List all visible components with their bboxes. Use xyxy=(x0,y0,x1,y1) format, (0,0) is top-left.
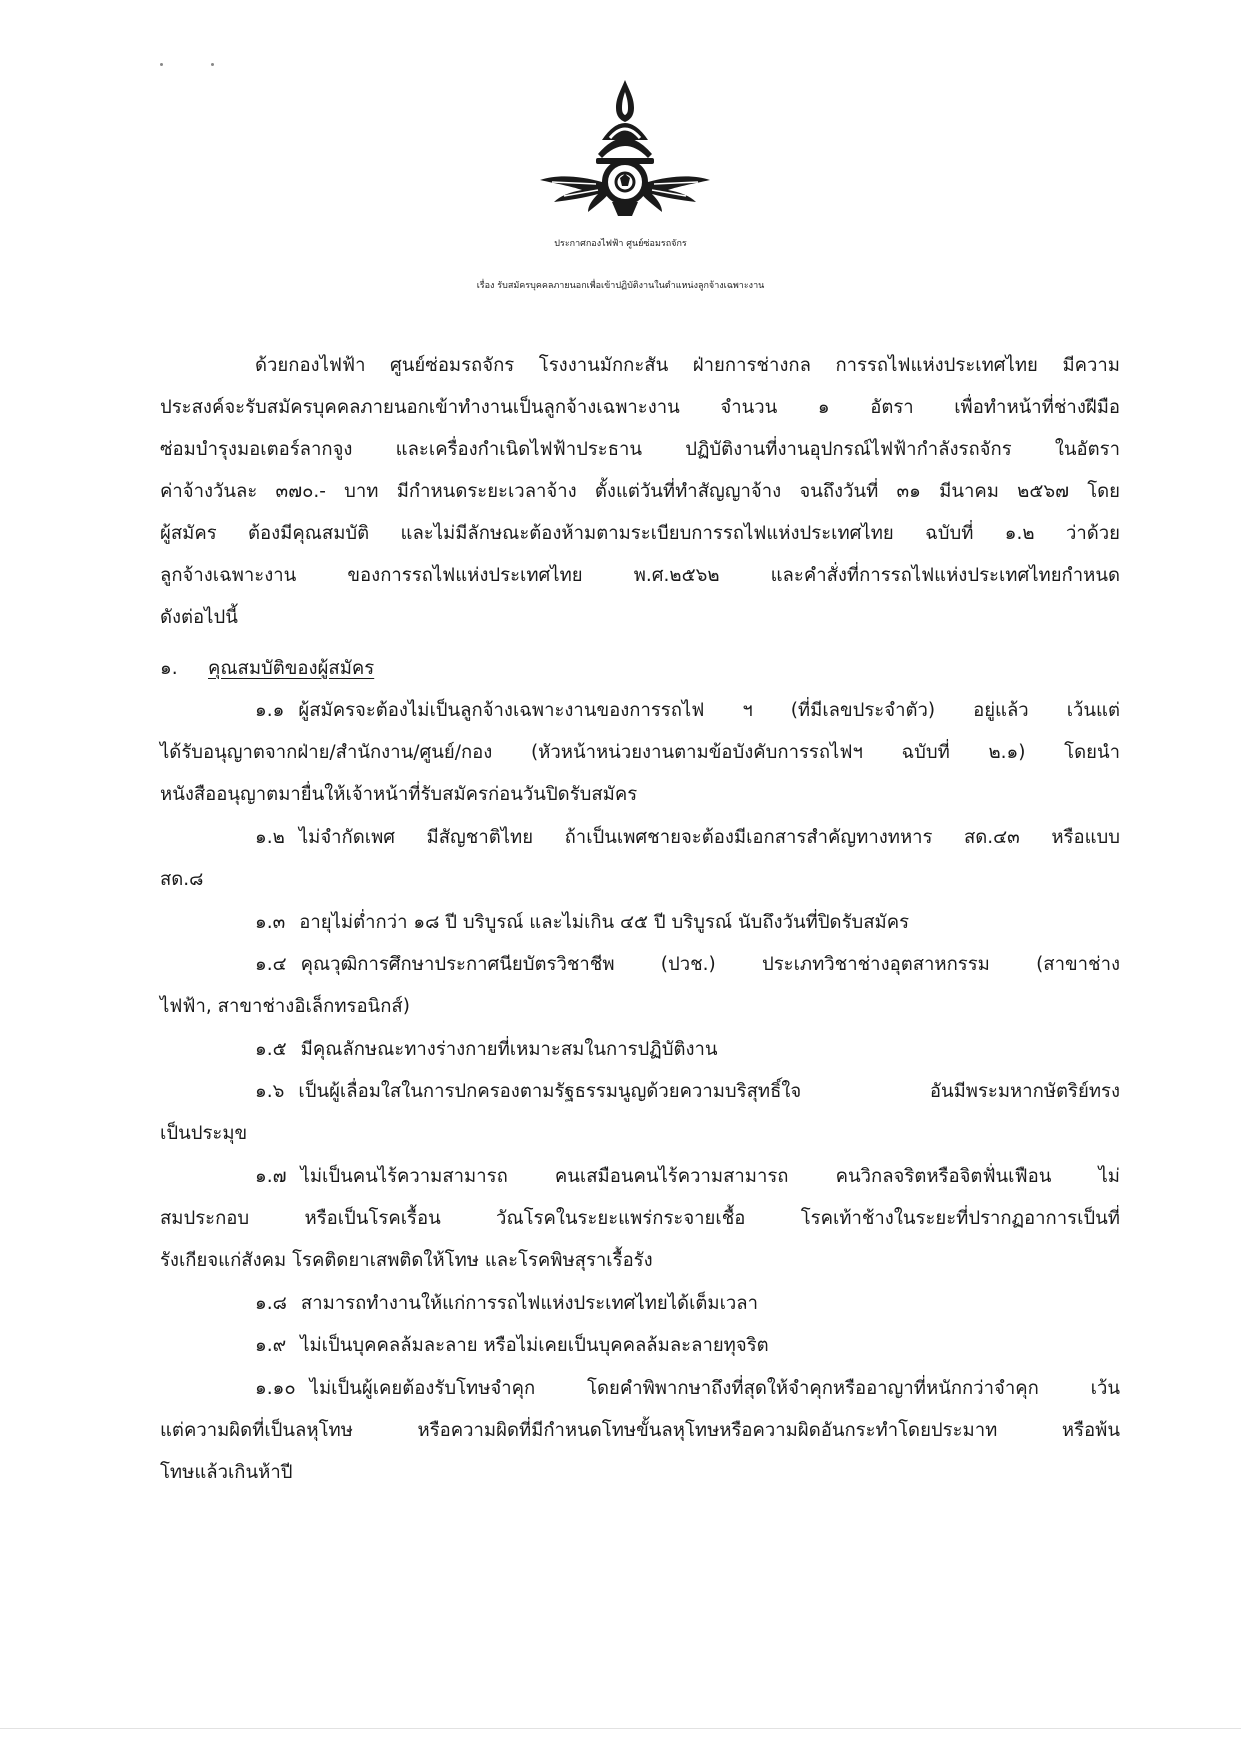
clause-number: ๑.๔ xyxy=(255,954,287,975)
clause-line xyxy=(255,1375,1120,1403)
clause-line xyxy=(255,909,909,937)
clause-line: ไฟฟ้า, สาขาช่างอิเล็กทรอนิกส์) xyxy=(160,996,410,1017)
clause-number: ๑.๘ xyxy=(255,1293,287,1314)
scan-speck xyxy=(160,63,163,66)
clause-text: อายุไม่ต่ำกว่า ๑๘ ปี บริบูรณ์ และไม่เกิน ๔๕ ปี บริบูรณ์ นับถึงวันที่ปิดรับสมัคร xyxy=(299,912,910,933)
clause-number: ๑.๒ xyxy=(255,827,285,848)
clause-text: ไม่เป็นผู้เคยต้องรับโทษจำคุก โดยคำพิพากษาถึงที่สุดให้จำคุกหรืออาญาที่หนักกว่าจำคุก เว้น xyxy=(309,1378,1120,1399)
clause-text: ไม่จำกัดเพศ มีสัญชาติไทย ถ้าเป็นเพศชายจะต้องมีเอกสารสำคัญทางทหาร สด.๔๓ หรือแบบ xyxy=(298,827,1120,848)
intro-line: ค่าจ้างวันละ ๓๗๐.- บาท มีกำหนดระยะเวลาจ้าง ตั้งแต่วันที่ทำสัญญาจ้าง จนถึงวันที่ ๓๑ มีนาคม ๒๕๖๗ โดย xyxy=(160,481,1120,502)
intro-line: ด้วยกองไฟฟ้า ศูนย์ซ่อมรถจักร โรงงานมักกะสัน ฝ่ายการช่างกล การรถไฟแห่งประเทศไทย มีความ xyxy=(255,355,1120,376)
section-title: คุณสมบัติของผู้สมัคร xyxy=(208,658,375,679)
scan-edge-line xyxy=(0,1728,1241,1729)
clause-text: เป็นผู้เลื่อมใสในการปกครองตามรัฐธรรมนูญด้วยความบริสุทธิ์ใจ อันมีพระมหากษัตริย์ทรง xyxy=(298,1081,1120,1102)
clause-line: สมประกอบ หรือเป็นโรคเรื้อน วัณโรคในระยะแพร่กระจายเชื้อ โรคเท้าช้างในระยะที่ปรากฏอาการเป็นที่ xyxy=(160,1208,1120,1229)
clause-text: มีคุณลักษณะทางร่างกายที่เหมาะสมในการปฏิบัติงาน xyxy=(300,1039,718,1060)
clause-line xyxy=(255,1078,1120,1106)
clause-text: ไม่เป็นคนไร้ความสามารถ คนเสมือนคนไร้ความสามารถ คนวิกลจริตหรือจิตฟั่นเฟือน ไม่ xyxy=(300,1166,1120,1187)
intro-line: ซ่อมบำรุงมอเตอร์ลากจูง และเครื่องกำเนิดไฟฟ้าประธาน ปฏิบัติงานที่งานอุปกรณ์ไฟฟ้ากำลังรถจักร ในอัตรา xyxy=(160,439,1120,460)
clause-line: แต่ความผิดที่เป็นลหุโทษ หรือความผิดที่มีกำหนดโทษขั้นลหุโทษหรือความผิดอันกระทำโดยประมาท หรือพ้น xyxy=(160,1420,1120,1441)
announcement-title: ประกาศกองไฟฟ้า ศูนย์ซ่อมรถจักร xyxy=(554,239,687,249)
clause-number: ๑.๙ xyxy=(255,1335,287,1356)
section-heading xyxy=(160,655,374,683)
clause-line xyxy=(255,1290,758,1318)
clause-line: โทษแล้วเกินห้าปี xyxy=(160,1462,293,1483)
clause-line xyxy=(255,951,1120,979)
clause-line: สด.๘ xyxy=(160,869,204,890)
clause-number: ๑.๗ xyxy=(255,1166,287,1187)
clause-number: ๑.๑๐ xyxy=(255,1378,296,1399)
clause-text: ผู้สมัครจะต้องไม่เป็นลูกจ้างเฉพาะงานของการรถไฟ ฯ (ที่มีเลขประจำตัว) อยู่แล้ว เว้นแต่ xyxy=(298,700,1120,721)
clause-line: ได้รับอนุญาตจากฝ่าย/สำนักงาน/ศูนย์/กอง (หัวหน้าหน่วยงานตามข้อบังคับการรถไฟฯ ฉบับที่ ๒.๑) โดยนำ xyxy=(160,742,1120,763)
clause-line xyxy=(255,1332,769,1360)
scan-speck xyxy=(211,63,214,66)
intro-line: ผู้สมัคร ต้องมีคุณสมบัติ และไม่มีลักษณะต้องห้ามตามระเบียบการรถไฟแห่งประเทศไทย ฉบับที่ ๑.๒ ว่าด้วย xyxy=(160,523,1120,544)
intro-line: ดังต่อไปนี้ xyxy=(160,607,238,628)
clause-line: หนังสืออนุญาตมายื่นให้เจ้าหน้าที่รับสมัครก่อนวันปิดรับสมัคร xyxy=(160,784,638,805)
intro-line: ลูกจ้างเฉพาะงาน ของการรถไฟแห่งประเทศไทย พ.ศ.๒๕๖๒ และคำสั่งที่การรถไฟแห่งประเทศไทยกำหนด xyxy=(160,565,1120,586)
clause-line xyxy=(255,824,1120,852)
clause-number: ๑.๕ xyxy=(255,1039,287,1060)
clause-number: ๑.๖ xyxy=(255,1081,285,1102)
clause-line: เป็นประมุข xyxy=(160,1123,248,1144)
srt-emblem-logo xyxy=(540,78,710,218)
clause-number: ๑.๓ xyxy=(255,912,286,933)
clause-text: ไม่เป็นบุคคลล้มละลาย หรือไม่เคยเป็นบุคคลล้มละลายทุจริต xyxy=(300,1335,769,1356)
clause-text: สามารถทำงานให้แก่การรถไฟแห่งประเทศไทยได้เต็มเวลา xyxy=(300,1293,759,1314)
clause-line: รังเกียจแก่สังคม โรคติดยาเสพติดให้โทษ และโรคพิษสุราเรื้อรัง xyxy=(160,1250,653,1271)
clause-line xyxy=(255,1163,1120,1191)
clause-line xyxy=(255,697,1120,725)
clause-number: ๑.๑ xyxy=(255,700,285,721)
intro-line: ประสงค์จะรับสมัครบุคคลภายนอกเข้าทำงานเป็นลูกจ้างเฉพาะงาน จำนวน ๑ อัตรา เพื่อทำหน้าที่ช่างฝีมือ xyxy=(160,397,1120,418)
section-number: ๑. xyxy=(160,658,178,679)
announcement-subject: เรื่อง รับสมัครบุคคลภายนอกเพื่อเข้าปฏิบัติงานในตำแหน่งลูกจ้างเฉพาะงาน xyxy=(476,281,765,291)
clause-text: คุณวุฒิการศึกษาประกาศนียบัตรวิชาชีพ (ปวช.) ประเภทวิชาช่างอุตสาหกรรม (สาขาช่าง xyxy=(300,954,1120,975)
clause-line xyxy=(255,1036,718,1064)
